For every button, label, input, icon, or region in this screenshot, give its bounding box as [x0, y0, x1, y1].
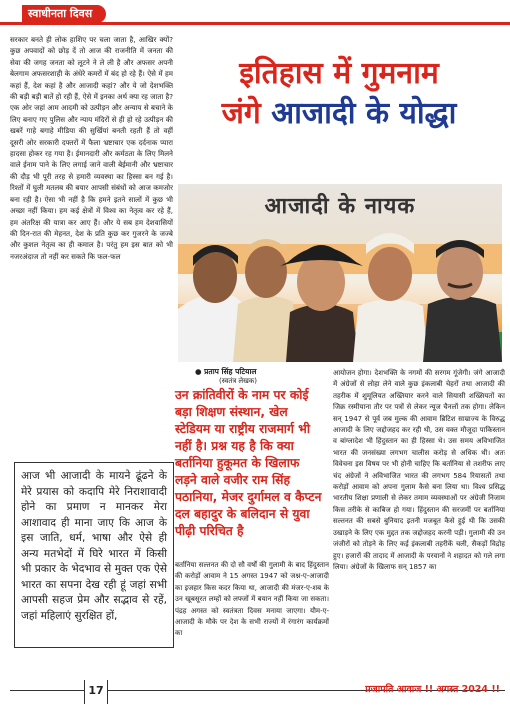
box-quote: आज भी आजादी के मायने ढूंढने के मेरे प्रयास को कदापि मेरे निराशावादी होने का प्रमाण न मानकर मेरा आशावाद ही माना जाए कि आज के इस जाति, धर्म, भाषा और ऐसे ही अन्य मतभेदों में घिरे भारत में किसी भी प्रकार के भेदभाव से मुक्त एक ऐसे भारत का सपना देख रही हूं जहां सभी आपसी सहज प्रेम और सद्भाव से रहें, जहां महिलाएं सुरक्षित हों,	[14, 462, 174, 648]
portrait-4	[353, 233, 428, 362]
section-label: स्वाधीनता दिवस	[22, 5, 106, 23]
author-role: (स्वतंत्र लेखक)	[219, 377, 258, 385]
left-column-paragraph: सरकार बनते ही लोक हाशिए पर चला जाता है, आखिर क्यों? कुछ अपवादों को छोड़ दें तो आज की राजनीति में जनता की सेवा की जगह जनता को लूटने ने ले ली है और अफसर अपनी बेलगाम अफसरशाही के अंधेरे कमरों में बंद हो रहे हैं। ऐसे में हम कहां हैं, देश कहां है और आजादी कहां? और ये जो देशभक्ति की बड़ी बड़ी बातें हो रही हैं, ऐसे में इनका अर्थ क्या रह जाता है? एक ओर जहां आम आदमी को उत्पीड़न और अन्याय से बचाने के लिए बनाए गए पुलिस और न्याय मंदिरों से ही हो रहे उत्पीड़न की खबरें गाहे बगाहे मीडिया की सुर्खियां बनती रहती हैं तो वहीं दूसरी ओर सरकारी दफ्तरों में फैला भ्रष्टाचार एक दर्दनाक प्यारा हादसा होकर रह गया है। ईमानदारी और कर्मठता के लिए मिलने वाले ईनाम पाने के लिए लगाई जाने वाली बेईमानी और भ्रष्टाचार की दौड़ भी पूरी तरह से हमारी व्यवस्था का हिस्सा बन गई है। रिश्तों में घुली मतलब की बयार आपसी संबंधों को आज कमजोर बना रही है। ऐसा भी नहीं है कि हमने इतने सालों में कुछ भी अच्छा नहीं किया। हम कई क्षेत्रों में विश्व का नेतृत्व कर रहे हैं, हम अंतरिक्ष की यात्रा कर आए हैं। और ये सब हम देशवासियों की दिन-रात की मेहनत, देश के प्रति कुछ कर गुजरने के जज्बे और कुशल नेतृत्व का ही कमाल है। परंतु हम इस बात को भी नजरअंदाज तो नहीं कर सकते कि फल-फल	[10, 35, 173, 261]
byline	[195, 367, 325, 386]
pull-quote: उन क्रांतिवीरों के नाम पर कोई बड़ा शिक्षण संस्थान, खेल स्टेडियम या राष्ट्रीय राजमार्ग भी नहीं है। प्रश्न यह है कि क्या बर्तानिया हुकूमत के खिलाफ लड़ने वाले वजीर राम सिंह पठानिया, मेजर दुर्गामल व कैप्टन दल बहादुर के बलिदान से युवा पीढ़ी परिचित है	[175, 388, 322, 538]
headline-line-2-blue: आजादी के योद्धा	[271, 96, 457, 131]
portrait-5	[423, 240, 502, 362]
page-number: 17	[84, 680, 108, 704]
headline-line-1: इतिहास में गुमनाम	[239, 56, 439, 91]
photo-title: आजादी के नायक	[264, 194, 416, 219]
article-headline	[178, 54, 500, 134]
page-header	[0, 0, 510, 26]
author-name-text: प्रताप सिंह पटियाल	[204, 367, 257, 376]
middle-column-text: बर्तानिया सल्तनत की दो सौ वर्षों की गुलामी के बाद हिंदुस्तान की करोड़ों आवाम ने 15 अगस्त 1947 को जश्न-ए-आजादी का इजहार किस कदर किया था, आजादी की मंजर-ए-शब के उन खूबसूरत लम्हों को लफ्जों में बयान नहीं किया जा सकता। पंद्रह अगस्त को स्वतंत्रता दिवस मनाया जाएगा। यौम-ए-आजादी के मौके पर देश के सभी राज्यों में रंगारंग कार्यक्रमों का	[175, 561, 329, 638]
portraits-illustration	[178, 184, 502, 362]
publication-footer: प्रजापति आवाज !! अगस्त 2024 !!	[365, 684, 500, 695]
freedom-fighters-photo	[178, 184, 502, 362]
headline-line-2	[178, 94, 500, 134]
header-rule	[0, 22, 510, 25]
right-column-text: आयोजन होगा। देशभक्ति के नगमों की सरगम गूंजेगी। जंगे आजादी में अंग्रेजों से लोहा लेने वाले कुछ इंकलाबी चेहरों तथा आजादी की तहरीक में शुमूलियत अख्तियार करने वाले सियासी शख्सियतों का जिक्र रस्मीयाना तौर पर पत्रों से लेकर न्यूज चैनलों तक होगा। लेकिन सन् 1947 से पूर्व जब मुल्क की आवाम ब्रिटिश साम्राज्य के विरुद्ध आजादी के लिए जद्दोजहद कर रही थी, उस वक्त मौजूदा पाकिस्तान व बांग्लादेश भी हिंदुस्तान का ही हिस्सा थे। उस समय अविभाजित भारत की जनसंख्या लगभग चालीस करोड़ से अधिक थी। अतः विवेचना इस विषय पर भी होनी चाहिए कि बर्तानिया से तशरीफ लाए चंद अंग्रेजों ने अविभाजित भारत की लगभग 584 रियासतों तथा करोड़ों आवाम को अपना गुलाम कैसे बना लिया था। विश्व प्रसिद्ध भारतीय शिक्षा प्रणाली से लेकर तमाम व्यवस्थाओं पर अंग्रेजी निजाम किस तरीके से काबिज हो गया। हिंदुस्तान की सरजमीं पर बर्तानिया सल्तनत की सबसे बुनियाद इतनी मजबूत कैसे हुई थी कि उसकी उखाड़ने के लिए एक मुद्दत तक जद्दोजहद करनी पड़ी। गुलामी की उन जंजीरों को तोड़ने के लिए कई इंकलाबी तहरीकें चली, सैकड़ों विद्रोह हुए। हजारों की तादाद में आजादी के परवानों ने शहादत को गले लगा लिया। अंग्रेजों के खिलाफ सन् 1857 का	[333, 369, 505, 571]
author-name: ● प्रताप सिंह पटियाल	[195, 367, 257, 376]
left-column-text	[10, 34, 173, 461]
headline-line-2-red: जंगे	[221, 96, 261, 131]
